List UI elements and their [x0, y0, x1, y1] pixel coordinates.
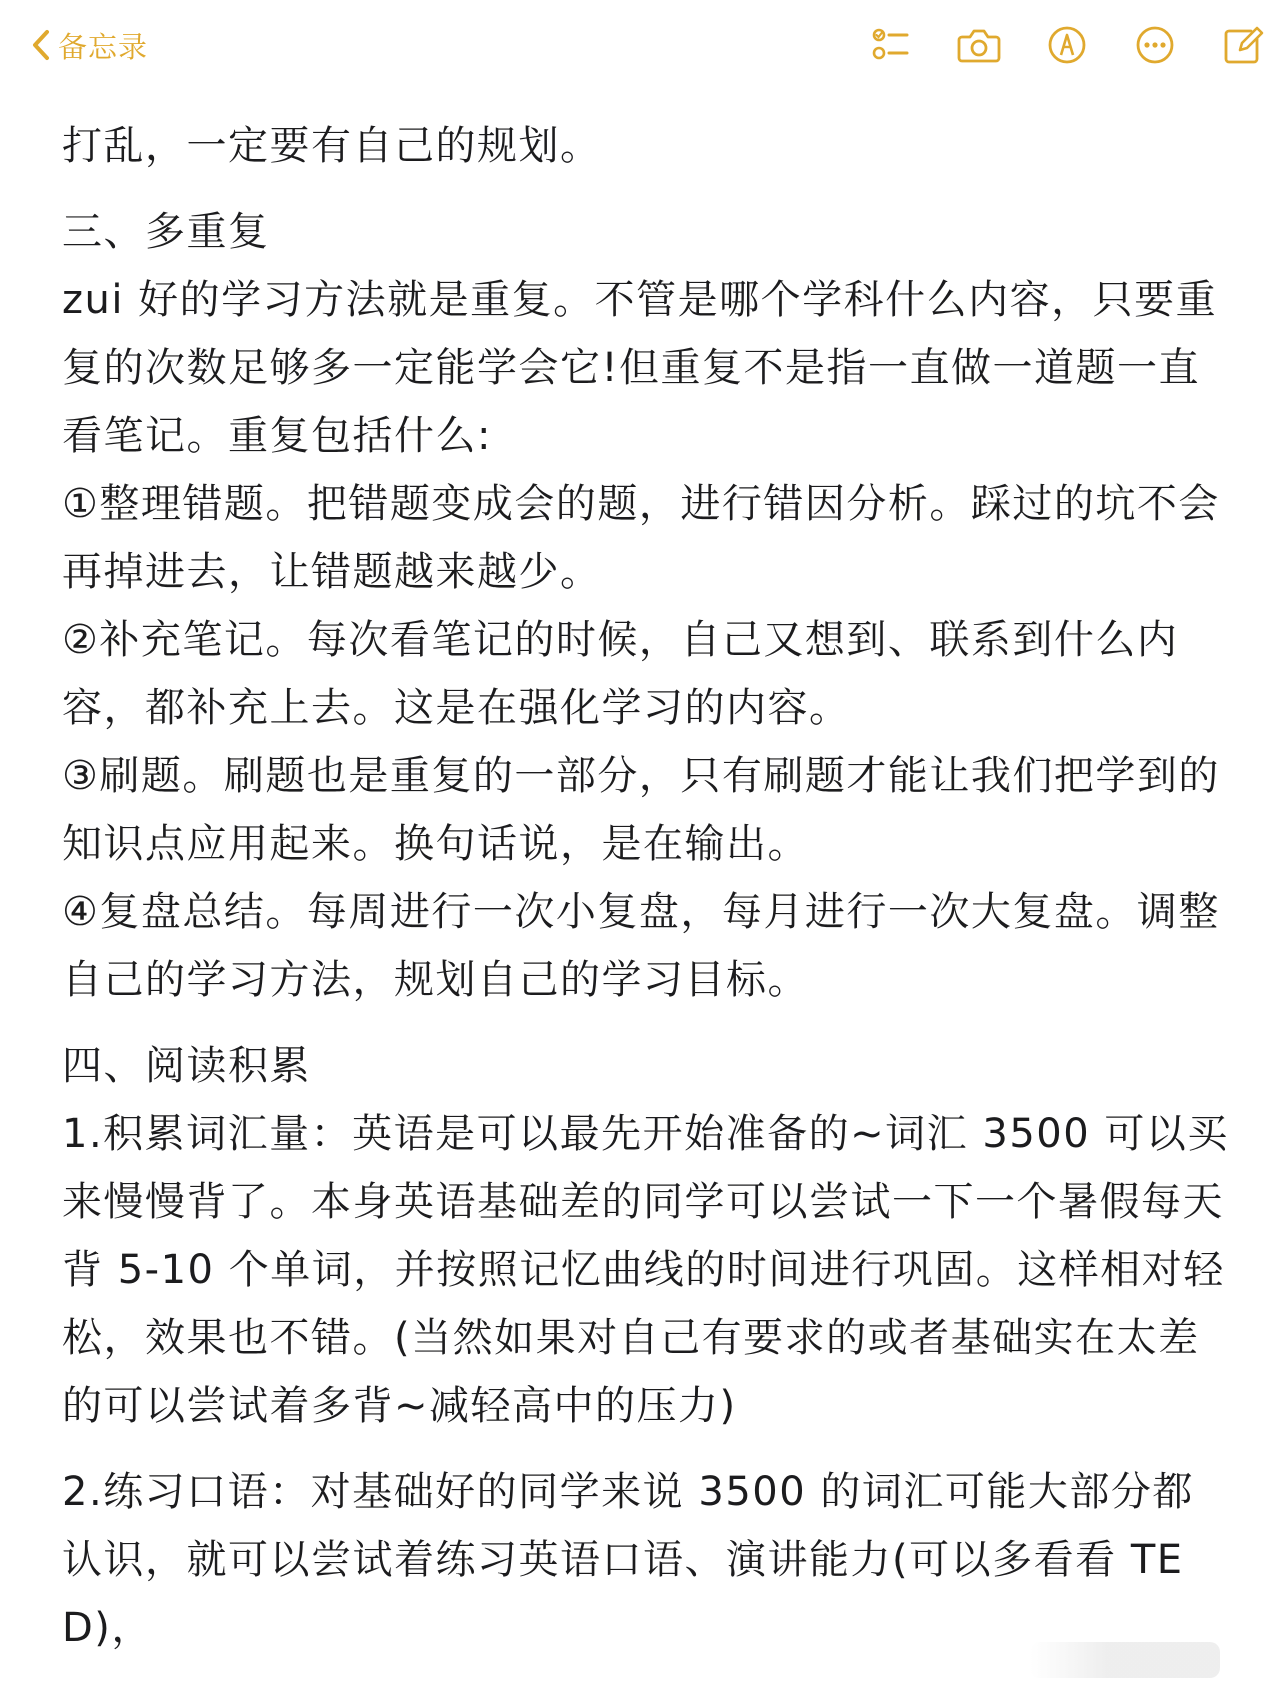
camera-icon — [957, 25, 1001, 65]
note-paragraph: ②补充笔记。每次看笔记的时候，自己又想到、联系到什么内容，都补充上去。这是在强化学习的内容。 — [62, 617, 1179, 731]
watermark — [1030, 1642, 1220, 1678]
note-paragraph: 打乱，一定要有自己的规划。 — [62, 123, 602, 169]
chevron-left-icon — [30, 27, 52, 63]
section-heading: 四、阅读积累 — [62, 1043, 311, 1089]
compose-button[interactable] — [1220, 22, 1266, 68]
back-button-label: 备忘录 — [58, 29, 149, 64]
compose-icon — [1221, 23, 1265, 67]
note-paragraph: 2.练习口语：对基础好的同学来说 3500 的词汇可能大部分都认识，就可以尝试着练习英语口语、演讲能力(可以多看看 TED)， — [62, 1469, 1194, 1651]
section-heading: 三、多重复 — [62, 209, 270, 255]
note-paragraph: zui 好的学习方法就是重复。不管是哪个学科什么内容，只要重复的次数足够多一定能学会它!但重复不是指一直做一道题一直看笔记。重复包括什么: — [62, 277, 1218, 459]
note-paragraph: ④复盘总结。每周进行一次小复盘，每月进行一次大复盘。调整自己的学习方法，规划自己的学习目标。 — [62, 889, 1220, 1003]
note-paragraph: ①整理错题。把错题变成会的题，进行错因分析。踩过的坑不会再掉进去，让错题越来越少。 — [62, 481, 1220, 595]
markup-button[interactable] — [1044, 22, 1090, 68]
note-body[interactable] — [62, 112, 1234, 1662]
back-button[interactable] — [30, 22, 148, 68]
more-options-icon — [1133, 23, 1177, 67]
note-paragraph: ③刷题。刷题也是重复的一部分，只有刷题才能让我们把学到的知识点应用起来。换句话说，是在输出。 — [62, 753, 1220, 867]
camera-button[interactable] — [956, 22, 1002, 68]
toolbar — [868, 22, 1266, 68]
checklist-icon — [869, 23, 913, 67]
markup-pen-icon — [1045, 23, 1089, 67]
navigation-bar — [0, 0, 1280, 92]
note-paragraph: 1.积累词汇量：英语是可以最先开始准备的~词汇 3500 可以买来慢慢背了。本身英语基础差的同学可以尝试一下一个暑假每天背 5-10 个单词，并按照记忆曲线的时间进行巩固。这样相对轻松，效果也不错。(当然如果对自己有要求的或者基础实在太差的可以尝试着多背~减轻高中的压力) — [62, 1111, 1229, 1429]
more-options-button[interactable] — [1132, 22, 1178, 68]
checklist-button[interactable] — [868, 22, 914, 68]
